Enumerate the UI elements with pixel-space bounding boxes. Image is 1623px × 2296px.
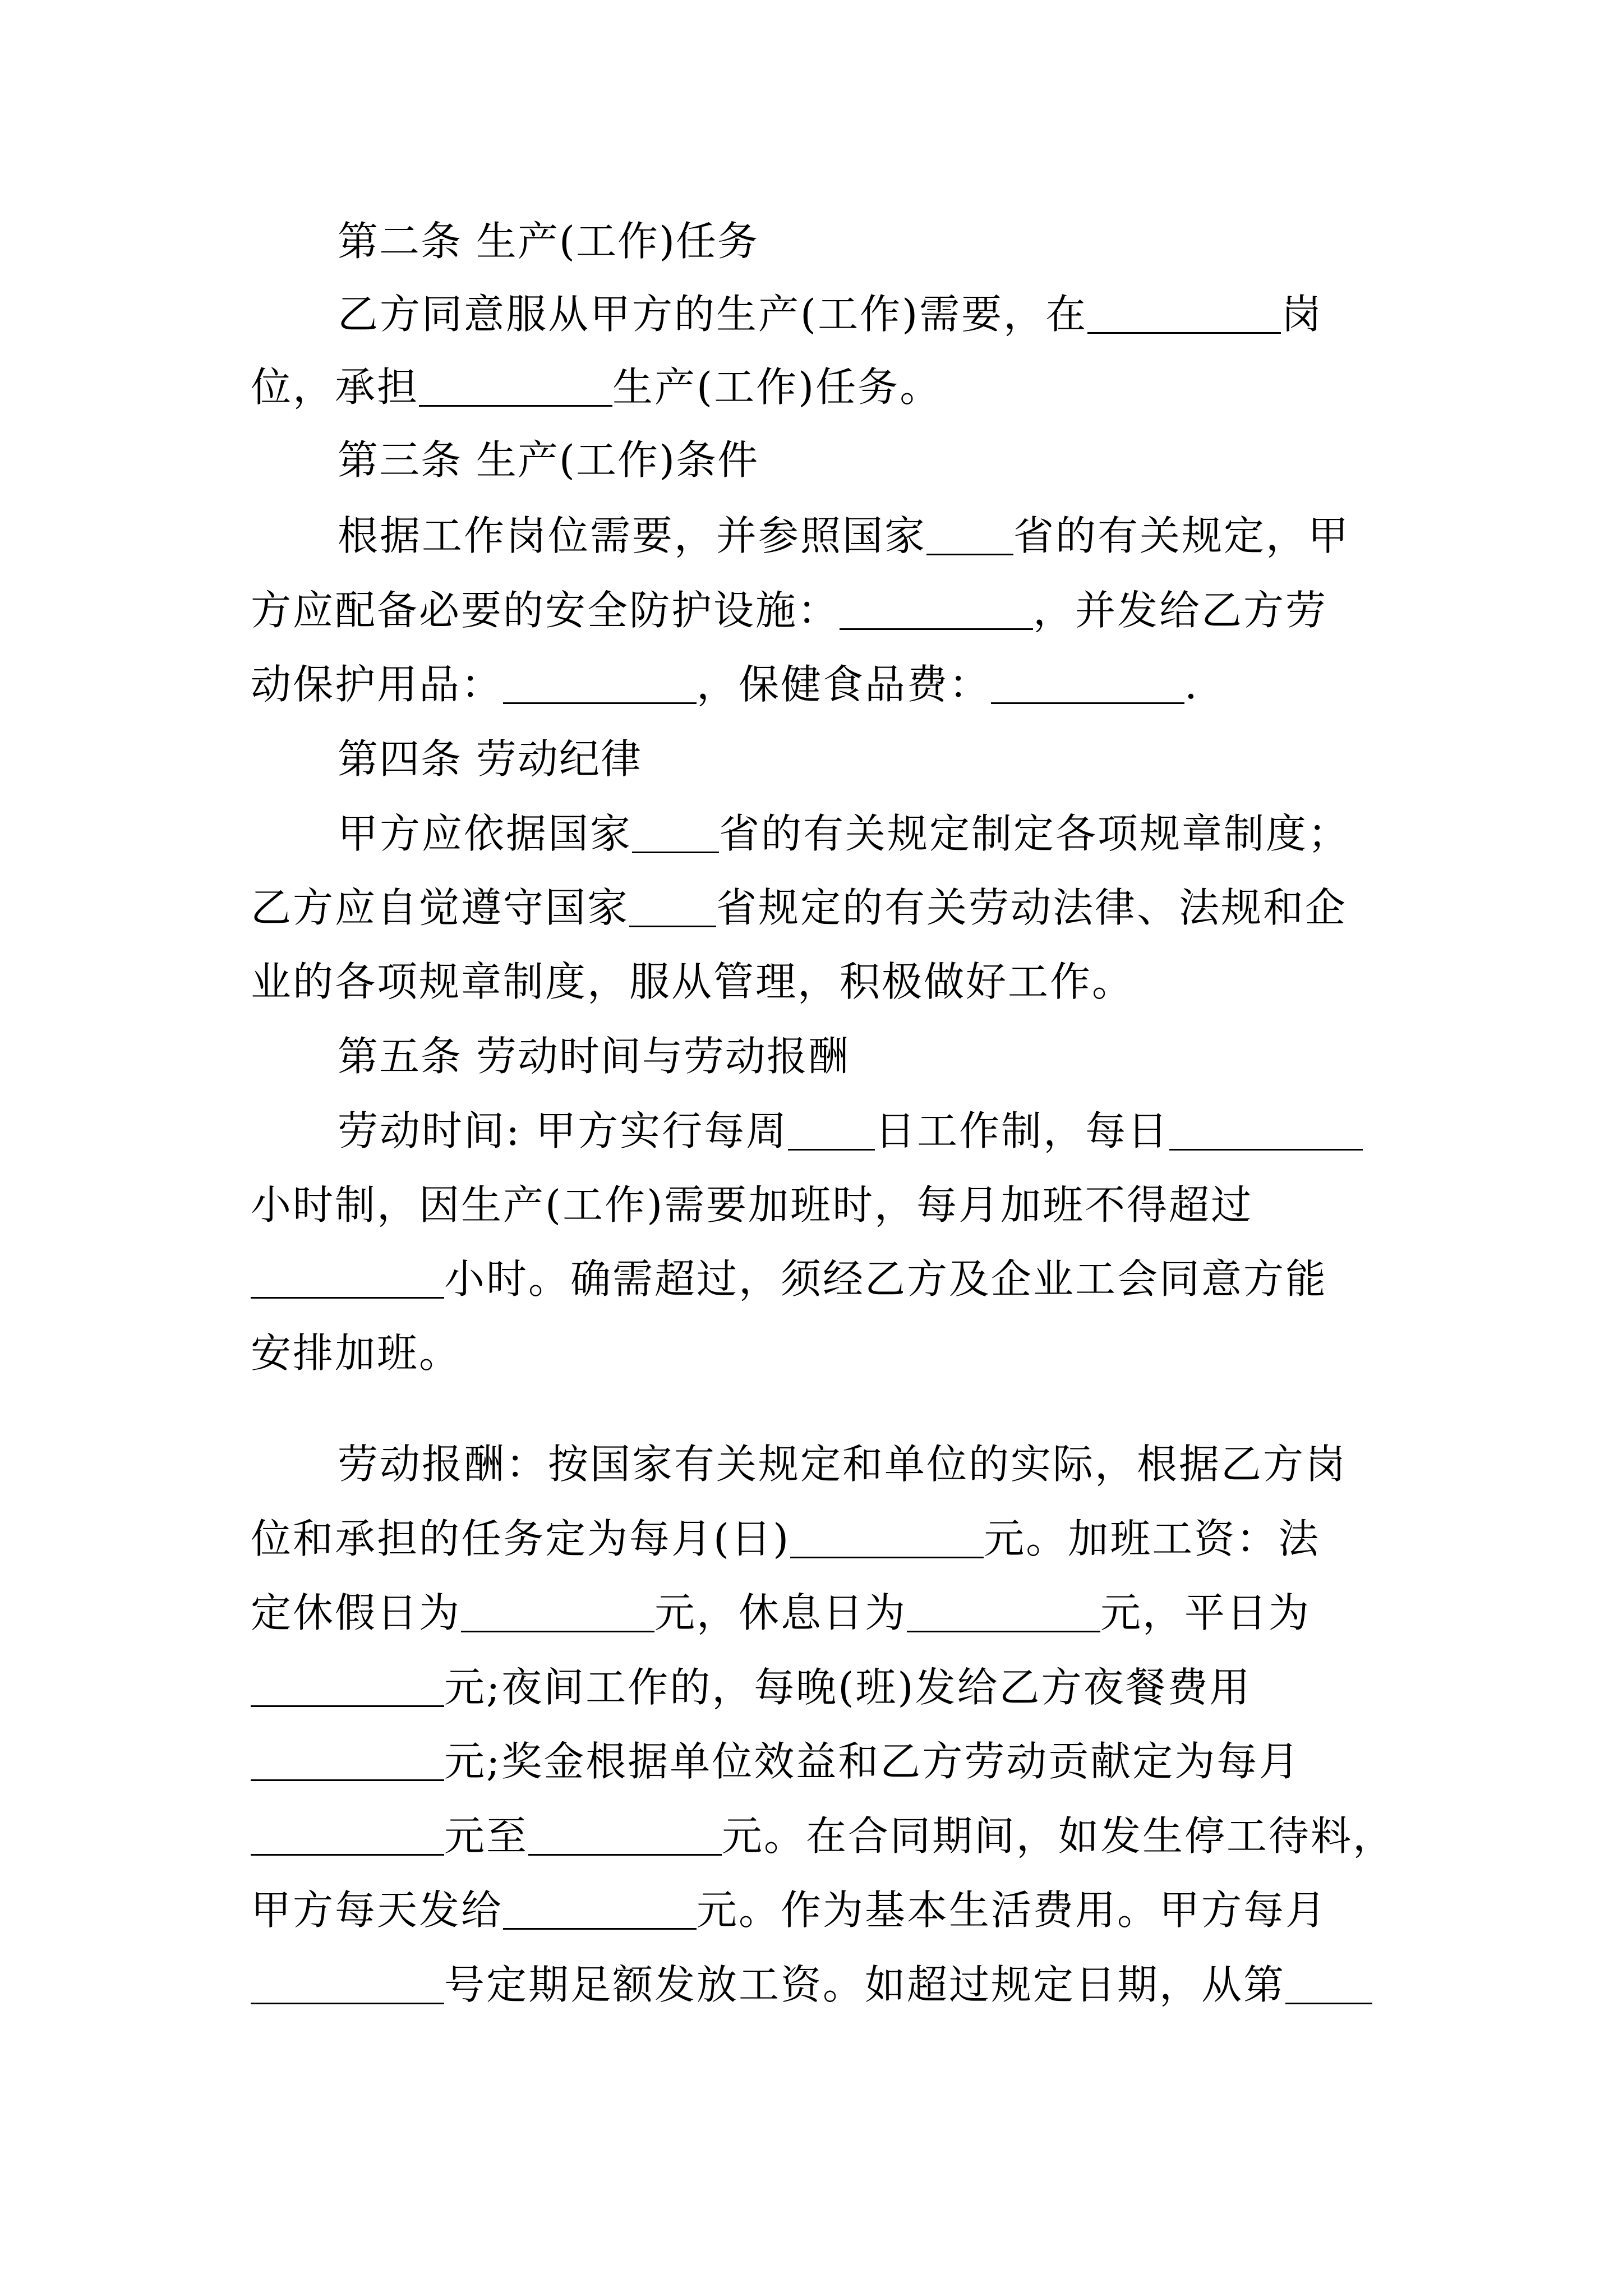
fill-blank [251,1671,444,1707]
text-segment: 省的有关规定，甲 [1013,512,1350,559]
text-line [251,1808,1395,1864]
heading-text: 第四条 劳动纪律 [338,735,642,783]
text-segment: 劳动时间: 甲方实行每周 [338,1107,789,1154]
text-segment: ，并发给乙方劳 [1033,587,1328,634]
fill-blank [251,1262,444,1299]
fill-blank [503,668,697,704]
fill-blank [1169,1114,1363,1151]
text-line [251,1957,1372,2013]
text-segment: 元至 [444,1812,529,1860]
fill-blank [629,891,716,927]
fill-blank [632,817,719,853]
text-segment: 元。在合同期间，如发生停工待料， [722,1812,1395,1860]
text-line [338,1103,1363,1159]
text-segment: 元。作为基本生活费用。甲方每月 [697,1887,1328,1934]
fill-blank [1087,297,1281,334]
text-segment: 元，平日为 [1100,1589,1311,1636]
text-segment: 元，休息日为 [654,1589,907,1636]
fill-blank [251,1968,444,2004]
text-segment: 省的有关规定制定各项规章制度； [719,810,1350,857]
text-segment: 生产(工作)任务。 [612,364,942,411]
text-segment: 甲方应依据国家 [338,810,633,857]
text-segment: 元;奖金根据单位效益和乙方劳动贡献定为每月 [444,1738,1301,1785]
text-line [251,1585,1311,1641]
article-heading [338,731,642,787]
text-segment: 元;夜间工作的，每晚(班)发给乙方夜餐费用 [444,1664,1252,1711]
text-line [338,508,1350,564]
article-heading [338,1028,850,1084]
text-segment: 安排加班。 [251,1329,462,1377]
text-segment: 定休假日为 [251,1589,462,1636]
text-line [251,1177,1253,1233]
article-heading [338,432,759,488]
text-segment: 乙方同意服从甲方的生产(工作)需要，在 [338,291,1088,338]
heading-text: 第三条 生产(工作)条件 [338,436,759,484]
fill-blank [419,370,612,407]
fill-blank [991,668,1184,704]
text-segment: 位和承担的任务定为每月(日) [251,1515,791,1562]
text-segment: 动保护用品： [251,661,504,708]
article-heading [338,213,759,269]
text-line [251,880,1347,936]
text-line [338,806,1350,862]
text-line [251,1659,1251,1715]
text-segment: 乙方应自觉遵守国家 [251,884,630,931]
text-line [251,656,1199,712]
fill-blank [251,1745,444,1781]
fill-blank [790,1522,984,1558]
text-line [338,286,1323,342]
text-line [338,1436,1347,1492]
text-segment: 劳动报酬：按国家有关规定和单位的实际，根据乙方岗 [338,1441,1348,1488]
text-segment: 号定期足额发放工资。如超过规定日期，从第 [444,1961,1286,2008]
fill-blank [907,1596,1100,1632]
text-segment: ，保健食品费： [697,661,992,708]
heading-text: 第五条 劳动时间与劳动报酬 [338,1033,850,1080]
text-line [251,1511,1320,1567]
text-segment: 业的各项规章制度，服从管理，积极做好工作。 [251,958,1135,1005]
text-segment: 元。加班工资：法 [984,1515,1321,1562]
text-segment: 省规定的有关劳动法律、法规和企 [716,884,1348,931]
text-line [251,1733,1301,1789]
heading-text: 第二条 生产(工作)任务 [338,218,759,265]
text-segment: 日工作制，每日 [875,1107,1170,1154]
text-segment: 方应配备必要的安全防护设施： [251,587,840,634]
text-segment: 甲方每天发给 [251,1887,504,1934]
text-line [251,359,942,415]
text-segment: . [1184,661,1199,708]
fill-blank [503,1893,697,1930]
fill-blank [1285,1968,1372,2004]
fill-blank [840,593,1033,630]
text-segment: 岗 [1281,291,1324,338]
text-line [251,1882,1327,1938]
text-line [251,582,1327,638]
fill-blank [788,1114,875,1151]
fill-blank [926,519,1013,555]
text-line [251,1251,1327,1307]
fill-blank [461,1596,654,1632]
text-segment: 位，承担 [251,364,419,411]
fill-blank [251,1819,444,1856]
text-segment: 根据工作岗位需要，并参照国家 [338,512,927,559]
text-line [251,1325,461,1381]
text-line [251,954,1134,1010]
text-segment: 小时。确需超过，须经乙方及企业工会同意方能 [444,1255,1328,1303]
text-segment: 小时制，因生产(工作)需要加班时，每月加班不得超过 [251,1181,1253,1228]
fill-blank [528,1819,722,1856]
